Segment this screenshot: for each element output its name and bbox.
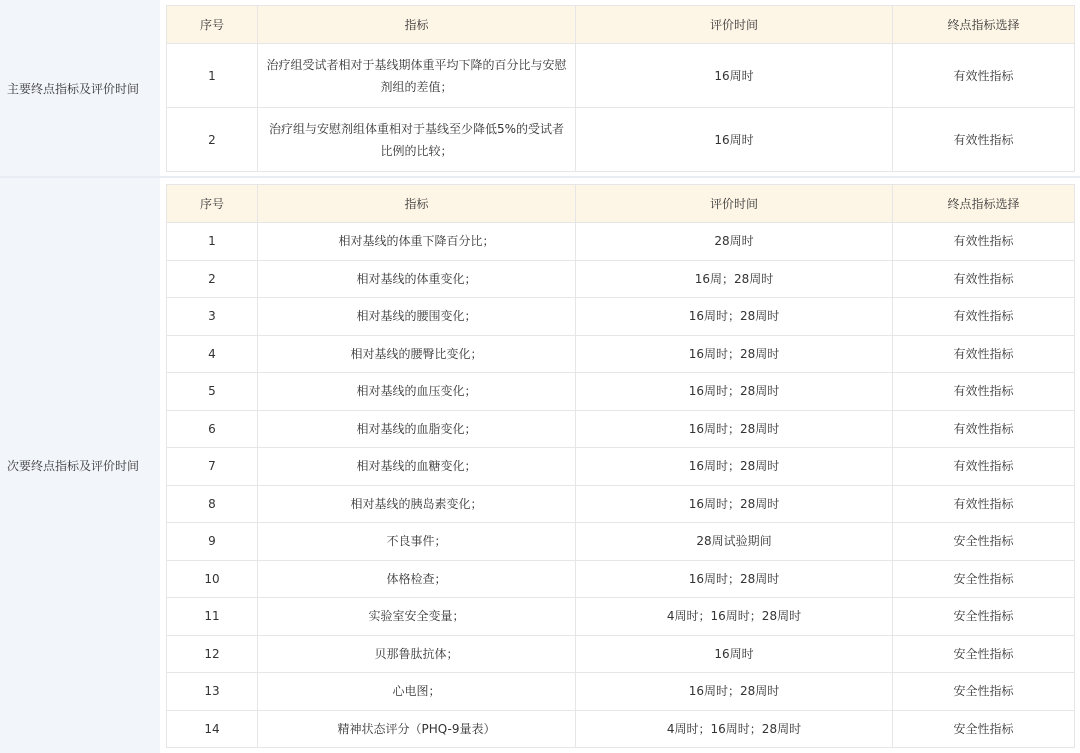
- eval-time-cell: 16周时: [576, 108, 893, 172]
- eval-time-cell: 16周时；28周时: [576, 298, 893, 336]
- row-number-cell: 13: [167, 673, 258, 711]
- indicator-cell: 相对基线的腰围变化；: [258, 298, 576, 336]
- endpoint-type-cell: 有效性指标: [893, 108, 1075, 172]
- eval-time-cell: 16周时: [576, 635, 893, 673]
- indicator-cell: 相对基线的胰岛素变化；: [258, 485, 576, 523]
- indicator-cell: 体格检查；: [258, 560, 576, 598]
- row-number-cell: 7: [167, 448, 258, 486]
- table-row: [167, 260, 1075, 298]
- endpoint-type-cell: 有效性指标: [893, 485, 1075, 523]
- row-number-cell: 10: [167, 560, 258, 598]
- row-number-cell: 2: [167, 260, 258, 298]
- endpoint-type-cell: 有效性指标: [893, 260, 1075, 298]
- header-no: 序号: [167, 185, 258, 223]
- endpoint-type-cell: 有效性指标: [893, 44, 1075, 108]
- endpoint-type-cell: 安全性指标: [893, 635, 1075, 673]
- table-row: [167, 108, 1075, 172]
- eval-time-cell: 16周时；28周时: [576, 410, 893, 448]
- header-eval-time: 评价时间: [576, 6, 893, 44]
- row-number-cell: 11: [167, 598, 258, 636]
- table-row: [167, 598, 1075, 636]
- primary-table-body: [167, 44, 1075, 172]
- secondary-endpoints-table: [166, 184, 1075, 748]
- table-row: [167, 523, 1075, 561]
- endpoint-type-cell: 有效性指标: [893, 223, 1075, 261]
- header-no: 序号: [167, 6, 258, 44]
- header-indicator: 指标: [258, 185, 576, 223]
- indicator-cell: 不良事件；: [258, 523, 576, 561]
- eval-time-cell: 16周时；28周时: [576, 673, 893, 711]
- endpoint-type-cell: 安全性指标: [893, 560, 1075, 598]
- eval-time-cell: 16周时；28周时: [576, 485, 893, 523]
- table-row: [167, 410, 1075, 448]
- endpoint-type-cell: 安全性指标: [893, 523, 1075, 561]
- indicator-cell: 贝那鲁肽抗体；: [258, 635, 576, 673]
- table-row: [167, 298, 1075, 336]
- header-indicator: 指标: [258, 6, 576, 44]
- header-eval-time: 评价时间: [576, 185, 893, 223]
- primary-endpoints-label: 主要终点指标及评价时间: [0, 0, 160, 176]
- header-endpoint-type: 终点指标选择: [893, 6, 1075, 44]
- secondary-endpoints-label: 次要终点指标及评价时间: [0, 178, 160, 753]
- secondary-endpoints-table-wrap: [166, 184, 1075, 748]
- row-number-cell: 6: [167, 410, 258, 448]
- endpoint-type-cell: 有效性指标: [893, 410, 1075, 448]
- indicator-cell: 治疗组受试者相对于基线期体重平均下降的百分比与安慰剂组的差值；: [258, 44, 576, 108]
- secondary-endpoints-section: [0, 178, 1080, 753]
- row-number-cell: 4: [167, 335, 258, 373]
- endpoint-type-cell: 有效性指标: [893, 448, 1075, 486]
- row-number-cell: 1: [167, 223, 258, 261]
- row-number-cell: 1: [167, 44, 258, 108]
- row-number-cell: 3: [167, 298, 258, 336]
- indicator-cell: 相对基线的腰臀比变化；: [258, 335, 576, 373]
- eval-time-cell: 16周时；28周时: [576, 373, 893, 411]
- secondary-header-row: [167, 185, 1075, 223]
- table-row: [167, 635, 1075, 673]
- table-row: [167, 710, 1075, 748]
- eval-time-cell: 4周时；16周时；28周时: [576, 598, 893, 636]
- row-number-cell: 9: [167, 523, 258, 561]
- row-number-cell: 14: [167, 710, 258, 748]
- endpoint-type-cell: 安全性指标: [893, 673, 1075, 711]
- eval-time-cell: 16周；28周时: [576, 260, 893, 298]
- primary-header-row: [167, 6, 1075, 44]
- endpoint-type-cell: 安全性指标: [893, 710, 1075, 748]
- row-number-cell: 8: [167, 485, 258, 523]
- indicator-cell: 相对基线的血压变化；: [258, 373, 576, 411]
- table-row: [167, 373, 1075, 411]
- row-number-cell: 2: [167, 108, 258, 172]
- row-number-cell: 12: [167, 635, 258, 673]
- primary-endpoints-table: [166, 5, 1075, 172]
- eval-time-cell: 28周试验期间: [576, 523, 893, 561]
- endpoint-type-cell: 有效性指标: [893, 373, 1075, 411]
- indicator-cell: 相对基线的体重变化；: [258, 260, 576, 298]
- secondary-table-body: [167, 223, 1075, 748]
- indicator-cell: 相对基线的血脂变化；: [258, 410, 576, 448]
- primary-endpoints-section: [0, 0, 1080, 176]
- endpoint-type-cell: 有效性指标: [893, 335, 1075, 373]
- table-row: [167, 560, 1075, 598]
- indicator-cell: 相对基线的血糖变化；: [258, 448, 576, 486]
- table-row: [167, 44, 1075, 108]
- eval-time-cell: 16周时；28周时: [576, 335, 893, 373]
- eval-time-cell: 16周时: [576, 44, 893, 108]
- table-row: [167, 485, 1075, 523]
- eval-time-cell: 4周时；16周时；28周时: [576, 710, 893, 748]
- endpoint-type-cell: 有效性指标: [893, 298, 1075, 336]
- eval-time-cell: 16周时；28周时: [576, 560, 893, 598]
- endpoint-type-cell: 安全性指标: [893, 598, 1075, 636]
- table-row: [167, 673, 1075, 711]
- primary-endpoints-table-wrap: [166, 5, 1075, 172]
- indicator-cell: 心电图；: [258, 673, 576, 711]
- indicator-cell: 治疗组与安慰剂组体重相对于基线至少降低5%的受试者比例的比较；: [258, 108, 576, 172]
- row-number-cell: 5: [167, 373, 258, 411]
- eval-time-cell: 28周时: [576, 223, 893, 261]
- table-row: [167, 223, 1075, 261]
- table-row: [167, 335, 1075, 373]
- eval-time-cell: 16周时；28周时: [576, 448, 893, 486]
- indicator-cell: 相对基线的体重下降百分比；: [258, 223, 576, 261]
- header-endpoint-type: 终点指标选择: [893, 185, 1075, 223]
- indicator-cell: 精神状态评分（PHQ-9量表）: [258, 710, 576, 748]
- table-row: [167, 448, 1075, 486]
- indicator-cell: 实验室安全变量；: [258, 598, 576, 636]
